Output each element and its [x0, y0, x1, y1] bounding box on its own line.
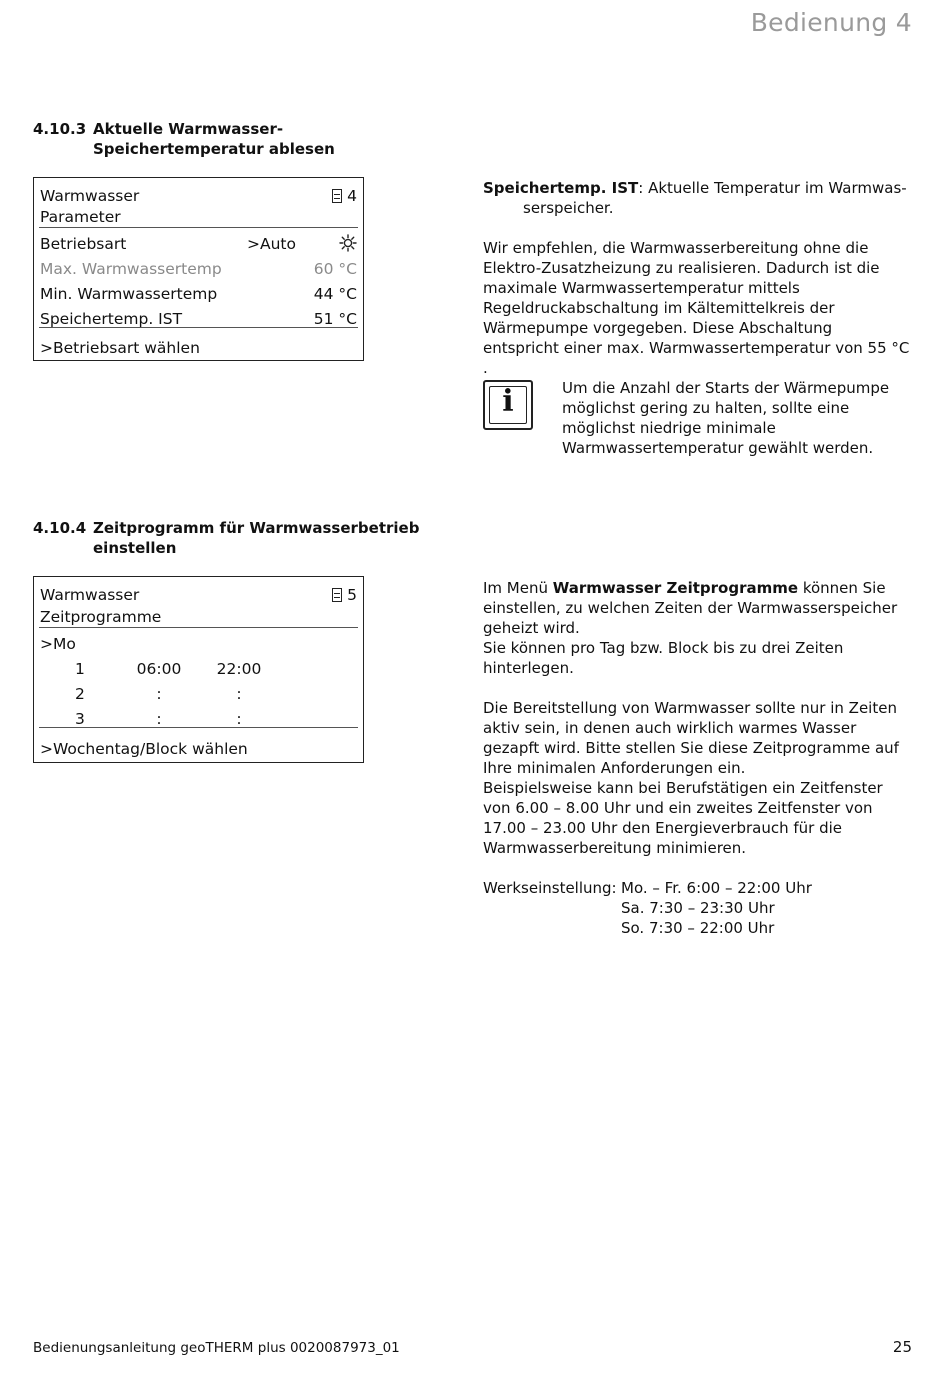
slot-start: 06:00 [136, 660, 182, 678]
row-value: 44 °C [313, 285, 357, 303]
display-footer-hint: >Wochentag/Block wählen [40, 740, 248, 758]
row-value: 51 °C [313, 310, 357, 328]
factory-line: Mo. – Fr. 6:00 – 22:00 Uhr [621, 879, 812, 897]
slot-end: : [236, 685, 242, 703]
slot-start: : [156, 710, 162, 728]
time-slot-row [40, 658, 357, 680]
display-page-indicator [332, 584, 357, 606]
row-label: Speichertemp. IST [40, 310, 183, 328]
slot-start: : [156, 685, 162, 703]
display-title: Warmwasser [40, 586, 140, 604]
definition-speichertemp [483, 178, 948, 218]
controller-display-zeitprogramme [33, 576, 364, 763]
section-heading-4-10-4 [33, 518, 453, 560]
footer-document-title: Bedienungsanleitung geoTHERM plus 0020087973_01 [33, 1340, 400, 1356]
menu-icon [332, 189, 342, 203]
factory-line: So. 7:30 – 22:00 Uhr [621, 919, 775, 937]
display-page-number: 5 [347, 586, 357, 604]
intro-post: können Sie einstellen, zu welchen Zeiten der Warmwasserspeicher geheizt wird. [483, 579, 898, 637]
display-subtitle: Zeitprogramme [40, 608, 162, 626]
chapter-header: Bedienung 4 [750, 8, 912, 37]
row-label: Betriebsart [40, 235, 127, 253]
menu-name: Warmwasser Zeitprogramme [552, 579, 799, 597]
factory-line: Sa. 7:30 – 23:30 Uhr [621, 899, 775, 917]
slot-end: 22:00 [216, 660, 262, 678]
paragraph-usage [483, 698, 911, 858]
menu-icon [332, 588, 342, 602]
display-day-selector: >Mo [40, 635, 76, 653]
row-value: >Auto [247, 235, 296, 253]
display-footer-hint: >Betriebsart wählen [40, 339, 200, 357]
display-title: Warmwasser [40, 187, 140, 205]
display-divider [39, 727, 358, 728]
factory-label: Werkseinstellung: [483, 879, 617, 897]
display-row-min-temp [40, 283, 357, 305]
definition-text: : Aktuelle Temperatur im Warmwas- serspeicher. [523, 179, 907, 217]
section-title: Zeitprogramm für Warmwasserbetrieb einstellen [93, 519, 420, 557]
display-row-max-temp [40, 258, 357, 280]
display-divider [39, 327, 358, 328]
info-note [562, 378, 908, 458]
paragraph-text: Wir empfehlen, die Warmwasserbereitung ohne die Elektro-Zusatzheizung zu realisieren. Dadurch ist die maximale Warmwassertemperatur mittels Regeldruckabschaltung im Kältemittelkreis der Wärmepumpe vorgegeben. Diese Abschaltung entspricht einer max. Warmwassertemperatur von 55 °C . [483, 239, 910, 377]
info-box [483, 380, 533, 430]
info-icon: i [502, 384, 514, 419]
intro-text-2: Sie können pro Tag bzw. Block bis zu drei Zeiten hinterlegen. [483, 639, 844, 677]
usage-text-2: Beispielsweise kann bei Berufstätigen ein Zeitfenster von 6.00 – 8.00 Uhr und ein zweites Zeitfenster von 17.00 – 23.00 Uhr den Energieverbrauch für die Warmwasserbereitung minimieren. [483, 779, 883, 857]
display-subtitle: Parameter [40, 208, 121, 226]
display-row-betriebsart [40, 233, 357, 255]
intro-text [483, 578, 911, 638]
slot-number: 3 [75, 710, 85, 728]
section-title: Aktuelle Warmwasser-Speichertemperatur ablesen [93, 120, 335, 158]
controller-display-parameter [33, 177, 364, 361]
info-note-text: Um die Anzahl der Starts der Wärmepumpe möglichst gering zu halten, sollte eine möglichst niedrige minimale Warmwassertemperatur gewählt werden. [562, 379, 890, 457]
page-number: 25 [892, 1338, 912, 1356]
slot-number: 2 [75, 685, 85, 703]
slot-number: 1 [75, 660, 85, 678]
intro-pre: Im Menü [483, 579, 553, 597]
display-page-number: 4 [347, 187, 357, 205]
section-heading-4-10-3 [33, 119, 453, 161]
display-title-row [40, 185, 357, 207]
display-page-indicator [332, 185, 357, 207]
paragraph-recommendation [483, 238, 911, 378]
row-label: Min. Warmwassertemp [40, 285, 218, 303]
section-number: 4.10.4 [33, 519, 87, 537]
row-label: Max. Warmwassertemp [40, 260, 222, 278]
display-divider [39, 227, 358, 228]
display-title-row [40, 584, 357, 606]
row-value: 60 °C [313, 260, 357, 278]
paragraph-intro [483, 578, 911, 678]
time-slot-row [40, 683, 357, 705]
factory-values [621, 878, 911, 938]
definition-term: Speichertemp. IST [483, 179, 639, 197]
section-number: 4.10.3 [33, 120, 87, 138]
slot-end: : [236, 710, 242, 728]
display-divider [39, 627, 358, 628]
usage-text: Die Bereitstellung von Warmwasser sollte nur in Zeiten aktiv sein, in denen auch wirklich warmes Wasser gezapft wird. Bitte stellen Sie diese Zeitprogramme auf Ihre minimalen Anforderungen ein. [483, 699, 899, 777]
sun-icon [339, 234, 357, 258]
